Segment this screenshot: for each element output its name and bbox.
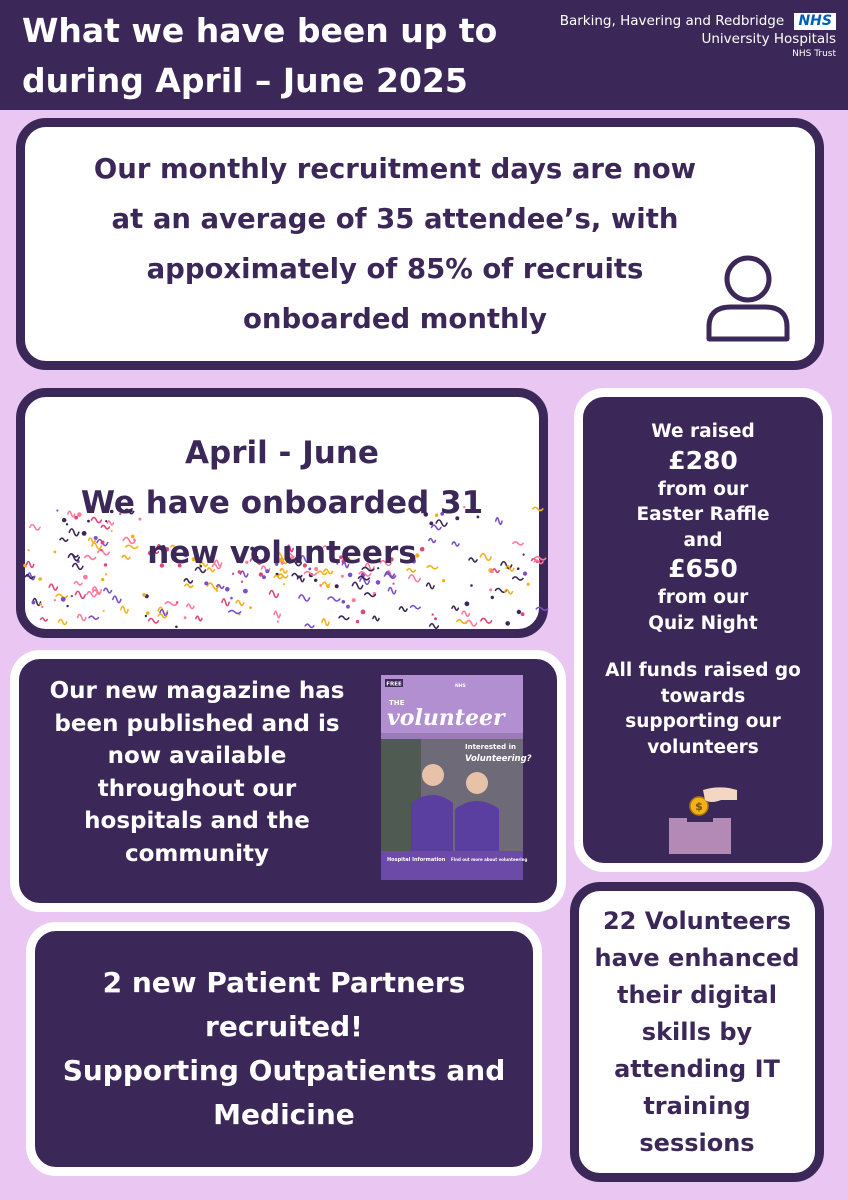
confetti-piece: [470, 584, 473, 587]
confetti-piece: [249, 606, 252, 609]
confetti-piece: [493, 569, 499, 572]
confetti-piece: [536, 607, 547, 610]
confetti-piece: [71, 595, 73, 597]
digital-line-3: their digital: [617, 980, 777, 1009]
confetti-piece: [496, 518, 502, 525]
cover-title: volunteer: [387, 705, 505, 731]
digital-line-2: have enhanced: [594, 943, 800, 972]
digital-line-5: attending IT: [614, 1054, 780, 1083]
confetti-piece: [60, 538, 68, 541]
confetti-piece: [66, 605, 68, 607]
confetti-piece: [78, 614, 86, 620]
confetti-piece: [335, 584, 339, 588]
confetti-piece: [41, 618, 48, 621]
confetti-piece: [392, 583, 394, 585]
confetti-piece: [466, 620, 476, 626]
funds-line-6: Quiz Night: [648, 612, 758, 634]
confetti-piece: [69, 529, 79, 536]
confetti-piece: [149, 619, 159, 624]
confetti-piece: [517, 610, 521, 614]
patient-line-3: Supporting Outpatients and: [62, 1054, 506, 1087]
funds-line-4: and: [683, 529, 723, 551]
cover-org: NHS: [455, 684, 466, 689]
confetti-piece: [216, 589, 218, 591]
magazine-cover-image: [381, 675, 532, 880]
funds-line-8: towards: [660, 685, 746, 707]
confetti-piece: [184, 579, 192, 583]
confetti-piece: [32, 601, 36, 605]
recruitment-line-1: Our monthly recruitment days are now: [93, 153, 697, 185]
confetti-piece: [346, 605, 350, 609]
confetti-piece: [62, 518, 66, 522]
confetti-piece: [322, 619, 329, 626]
digital-text: [595, 903, 800, 1162]
patient-line-1: 2 new Patient Partners: [102, 966, 466, 999]
funds-amount-easter: £280: [668, 445, 738, 475]
confetti-piece: [270, 591, 279, 598]
confetti-piece: [505, 621, 510, 626]
confetti-piece: [319, 584, 322, 587]
magazine-card: [10, 650, 566, 912]
confetti-piece: [517, 567, 520, 570]
confetti-piece: [342, 600, 346, 604]
confetti-piece: [356, 620, 359, 623]
confetti-piece: [442, 579, 445, 582]
confetti-piece: [299, 595, 310, 601]
confetti-piece: [39, 603, 42, 606]
confetti-piece: [68, 511, 75, 516]
confetti-piece: [489, 588, 492, 591]
donation-box-icon: [663, 782, 743, 858]
digital-line-4: skills by: [641, 1017, 753, 1046]
onboarding-line-3: new volunteers: [147, 535, 417, 571]
recruitment-line-4: onboarded monthly: [243, 303, 547, 335]
magazine-line-2: been published and is: [54, 710, 340, 737]
confetti-piece: [101, 578, 104, 581]
confetti-piece: [56, 509, 58, 511]
person-icon: [703, 253, 793, 345]
svg-text:$: $: [695, 800, 703, 813]
confetti-piece: [38, 577, 42, 581]
confetti-piece: [113, 596, 121, 603]
confetti-piece: [457, 620, 467, 624]
confetti-piece: [30, 525, 40, 530]
onboarding-line-1: April - June: [185, 435, 379, 471]
cover-the: THE: [389, 699, 405, 707]
confetti-piece: [54, 599, 56, 601]
confetti-piece: [352, 582, 362, 588]
nhs-logo-icon: NHS: [794, 13, 836, 30]
confetti-piece: [87, 592, 96, 597]
confetti-piece: [121, 606, 128, 613]
header: [0, 0, 848, 110]
confetti-piece: [66, 523, 68, 525]
confetti-piece: [225, 587, 230, 592]
magazine-text: [37, 675, 357, 870]
confetti-piece: [54, 551, 57, 554]
cover-footer-right: Find out more about volunteering: [451, 857, 528, 862]
confetti-piece: [523, 572, 527, 576]
magazine-line-1: Our new magazine has: [49, 678, 345, 704]
org-name-line-1: Barking, Havering and Redbridge: [559, 13, 785, 29]
confetti-piece: [104, 588, 112, 593]
confetti-piece: [305, 624, 314, 627]
confetti-piece: [491, 596, 494, 599]
confetti-piece: [434, 617, 437, 620]
recruitment-card: [16, 118, 824, 370]
confetti-piece: [527, 583, 530, 586]
confetti-piece: [229, 610, 241, 613]
onboarding-line-2: We have onboarded 31: [80, 485, 484, 521]
magazine-line-3: now available: [107, 743, 287, 769]
recruitment-line-3: appoximately of 85% of recruits: [146, 253, 644, 285]
magazine-line-6: community: [125, 840, 269, 867]
funds-line-5: from our: [657, 587, 749, 608]
funds-amount-quiz: £650: [668, 554, 738, 583]
confetti-piece: [74, 582, 82, 585]
funds-line-2: from our: [657, 478, 749, 500]
patient-partners-text: [63, 961, 506, 1137]
confetti-piece: [328, 597, 340, 601]
patient-partners-card: [26, 922, 542, 1176]
org-name-line-3: NHS Trust: [792, 49, 836, 59]
confetti-piece: [185, 584, 193, 587]
confetti-piece: [465, 601, 470, 606]
recruitment-text: [55, 144, 735, 344]
confetti-piece: [361, 610, 366, 615]
title-line-1: What we have been up to: [22, 11, 498, 50]
confetti-piece: [323, 582, 330, 586]
confetti-piece: [204, 581, 208, 585]
confetti-piece: [241, 581, 243, 583]
confetti-piece: [196, 616, 202, 621]
cover-footer-left: Hospital Information: [387, 857, 446, 863]
confetti-piece: [61, 597, 66, 602]
funds-line-9: supporting our: [625, 711, 781, 732]
confetti-piece: [411, 606, 421, 609]
funds-line-3: Easter Raffle: [636, 504, 770, 525]
cover-headline-2: Volunteering?: [465, 754, 532, 764]
digital-line-7: sessions: [639, 1128, 755, 1157]
confetti-piece: [481, 618, 492, 623]
confetti-piece: [142, 593, 146, 597]
org-name-line-2: University Hospitals: [701, 31, 836, 47]
confetti-piece: [523, 554, 525, 556]
confetti-piece: [352, 598, 356, 602]
confetti-piece: [513, 577, 523, 580]
funds-line-7: All funds raised go: [605, 660, 801, 681]
onboarding-text: [81, 428, 483, 578]
confetti-piece: [222, 599, 229, 606]
onboarding-card: [16, 388, 548, 638]
confetti-piece: [184, 616, 187, 619]
confetti-piece: [89, 616, 98, 619]
confetti-piece: [427, 583, 434, 589]
confetti-piece: [533, 507, 543, 510]
confetti-piece: [165, 602, 177, 605]
confetti-piece: [432, 613, 434, 615]
confetti-piece: [146, 611, 150, 615]
confetti-piece: [339, 616, 349, 619]
confetti-piece: [314, 579, 317, 582]
confetti-piece: [399, 607, 407, 611]
confetti-piece: [49, 584, 57, 590]
confetti-piece: [513, 542, 523, 545]
confetti-piece: [145, 615, 147, 617]
organisation-logo: [546, 12, 836, 60]
confetti-piece: [490, 570, 494, 574]
confetti-piece: [283, 583, 285, 585]
patient-line-2: recruited!: [205, 1010, 363, 1043]
funds-line-10: volunteers: [647, 736, 759, 758]
title-line-2: during April – June 2025: [22, 61, 468, 100]
confetti-piece: [28, 549, 30, 551]
confetti-piece: [187, 604, 194, 608]
digital-skills-card: [570, 882, 824, 1182]
confetti-piece: [59, 620, 67, 625]
confetti-piece: [230, 597, 233, 600]
confetti-piece: [452, 606, 458, 610]
confetti-piece: [27, 562, 34, 568]
confetti-piece: [41, 606, 43, 608]
confetti-piece: [274, 611, 280, 617]
funds-line-1: We raised: [651, 421, 755, 442]
confetti-piece: [376, 580, 381, 585]
confetti-piece: [243, 589, 248, 594]
confetti-piece: [388, 588, 395, 594]
confetti-piece: [103, 610, 105, 612]
recruitment-line-2: at an average of 35 attendee’s, with: [111, 203, 679, 235]
digital-line-6: training: [643, 1091, 751, 1120]
confetti-piece: [74, 516, 78, 520]
confetti-piece: [430, 624, 439, 629]
confetti-piece: [373, 616, 379, 620]
confetti-piece: [277, 620, 279, 622]
fundraising-card: [574, 388, 832, 872]
patient-line-4: Medicine: [213, 1098, 355, 1131]
confetti-piece: [506, 566, 514, 571]
confetti-piece: [75, 591, 85, 598]
confetti-piece: [56, 594, 67, 597]
cover-headline-1: Interested in: [465, 743, 516, 751]
confetti-piece: [175, 626, 178, 629]
page-title: [22, 6, 542, 106]
magazine-line-5: hospitals and the: [84, 808, 310, 834]
confetti-piece: [521, 612, 525, 616]
digital-line-1: 22 Volunteers: [602, 906, 792, 935]
confetti-piece: [236, 600, 243, 605]
magazine-line-4: throughout our: [97, 775, 297, 802]
confetti-piece: [462, 611, 469, 616]
cover-badge: FREE: [386, 681, 402, 688]
